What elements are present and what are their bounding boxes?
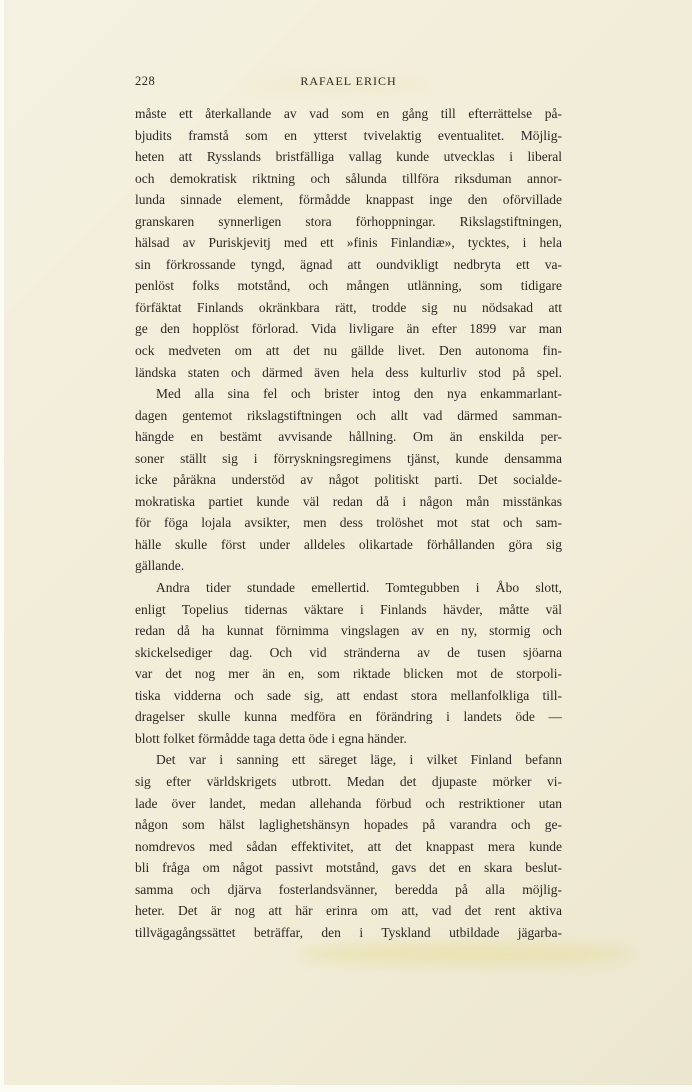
text-line: hälle skulle först under alldeles olikartade förhållanden göra sig xyxy=(135,536,562,552)
text-line: lade över landet, medan allehanda förbud och restriktioner utan xyxy=(135,795,562,811)
text-line: lunda sinnade element, förmådde knappast inge den oförvillade xyxy=(135,192,562,208)
text-line: enligt Topelius tidernas väktare i Finlands hävder, måtte väl xyxy=(135,601,562,617)
text-line: redan då ha kunnat förnimma vingslagen av en ny, stormig och xyxy=(135,623,562,639)
text-line: granskaren synnerligen stora förhoppningar. Rikslagstiftningen, xyxy=(135,213,562,229)
text-line: och demokratisk riktning och sålunda tillföra riksduman annor- xyxy=(135,170,562,186)
page-header xyxy=(135,72,562,92)
text-line: tillvägagångssättet beträffar, den i Tyskland utbildade jägarba- xyxy=(135,924,562,940)
text-line: hängde en bestämt avvisande hållning. Om än enskilda per- xyxy=(135,429,562,445)
paragraph xyxy=(135,103,562,383)
text-line: hälsad av Puriskjevitj med ett »finis Finlandiæ», tycktes, i hela xyxy=(135,235,562,251)
text-line: någon som hälst laglighetshänsyn hopades på varandra och ge- xyxy=(135,817,562,833)
text-line: sin förkrossande tyngd, ägnad att oundvikligt nedbryta ett va- xyxy=(135,256,562,272)
text-line: nomdrevos med sådan effektivitet, att det knappast mera kunde xyxy=(135,838,562,854)
text-line: Andra tider stundade emellertid. Tomtegubben i Åbo slott, xyxy=(156,580,562,596)
paragraph xyxy=(135,577,562,749)
text-line: samma och djärva fosterlandsvänner, beredda på alla möjlig- xyxy=(135,881,562,897)
text-line: Det var i sanning ett säreget läge, i vilket Finland befann xyxy=(156,752,562,768)
paragraph xyxy=(135,383,562,577)
paragraph xyxy=(135,749,562,943)
text-line: dragelser skulle kunna medföra en förändring i landets öde — xyxy=(135,709,562,725)
book-page xyxy=(4,0,692,1085)
text-line: blott folket förmådde taga detta öde i egna händer. xyxy=(135,730,407,746)
text-block xyxy=(135,103,562,943)
text-line: var det nog mer än en, som riktade blicken mot de storpoli- xyxy=(135,666,562,682)
text-line: icke påräkna understöd av något politiskt parti. Det socialde- xyxy=(135,472,562,488)
text-line: heten att Rysslands bristfälliga vallag kunde utvecklas i liberal xyxy=(135,149,562,165)
text-line: heter. Det är nog att här erinra om att, vad det rent aktiva xyxy=(135,903,562,919)
text-line: skickelsediger dag. Och vid stränderna av de tusen sjöarna xyxy=(135,644,562,660)
running-head: RAFAEL ERICH xyxy=(300,74,397,88)
text-line: förfäktat Finlands okränkbara rätt, trodde sig nu nödsakad att xyxy=(135,299,562,315)
text-line: gällande. xyxy=(135,558,185,574)
text-line: sig efter världskrigets utbrott. Medan det djupaste mörker vi- xyxy=(135,773,562,789)
text-line: för föga lojala avsikter, men dess trolöshet mot stat och sam- xyxy=(135,515,562,531)
text-line: ock medveten om att det nu gällde livet. Den autonoma fin- xyxy=(135,343,562,359)
text-line: dagen gentemot rikslagstiftningen och allt vad därmed samman- xyxy=(135,407,562,423)
text-line: måste ett återkallande av vad som en gång till efterrättelse på- xyxy=(135,106,562,121)
text-line: ge den hopplöst förlorad. Vida livligare än efter 1899 var man xyxy=(135,321,562,337)
text-line: Med alla sina fel och brister intog den nya enkammarlant- xyxy=(156,386,562,402)
text-line: bli fråga om något passivt motstånd, gavs det en skara beslut- xyxy=(135,860,562,876)
content-area xyxy=(135,72,562,943)
text-line: ländska staten och därmed även hela dess kulturliv stod på spel. xyxy=(135,364,562,380)
text-line: penlöst folks motstånd, och mången utlänning, som tidigare xyxy=(135,278,562,294)
text-line: soner ställt sig i förryskningsregimens tjänst, kunde densamma xyxy=(135,450,562,466)
text-line: bjudits framstå som en ytterst tvivelaktig eventualitet. Möjlig- xyxy=(135,127,562,143)
text-line: mokratiska partiet kunde väl redan då i någon mån misstänkas xyxy=(135,493,562,509)
page-number: 228 xyxy=(135,74,156,88)
paper-stain xyxy=(299,943,634,965)
text-line: tiska vidderna och sade sig, att endast stora mellanfolkliga till- xyxy=(135,687,562,703)
